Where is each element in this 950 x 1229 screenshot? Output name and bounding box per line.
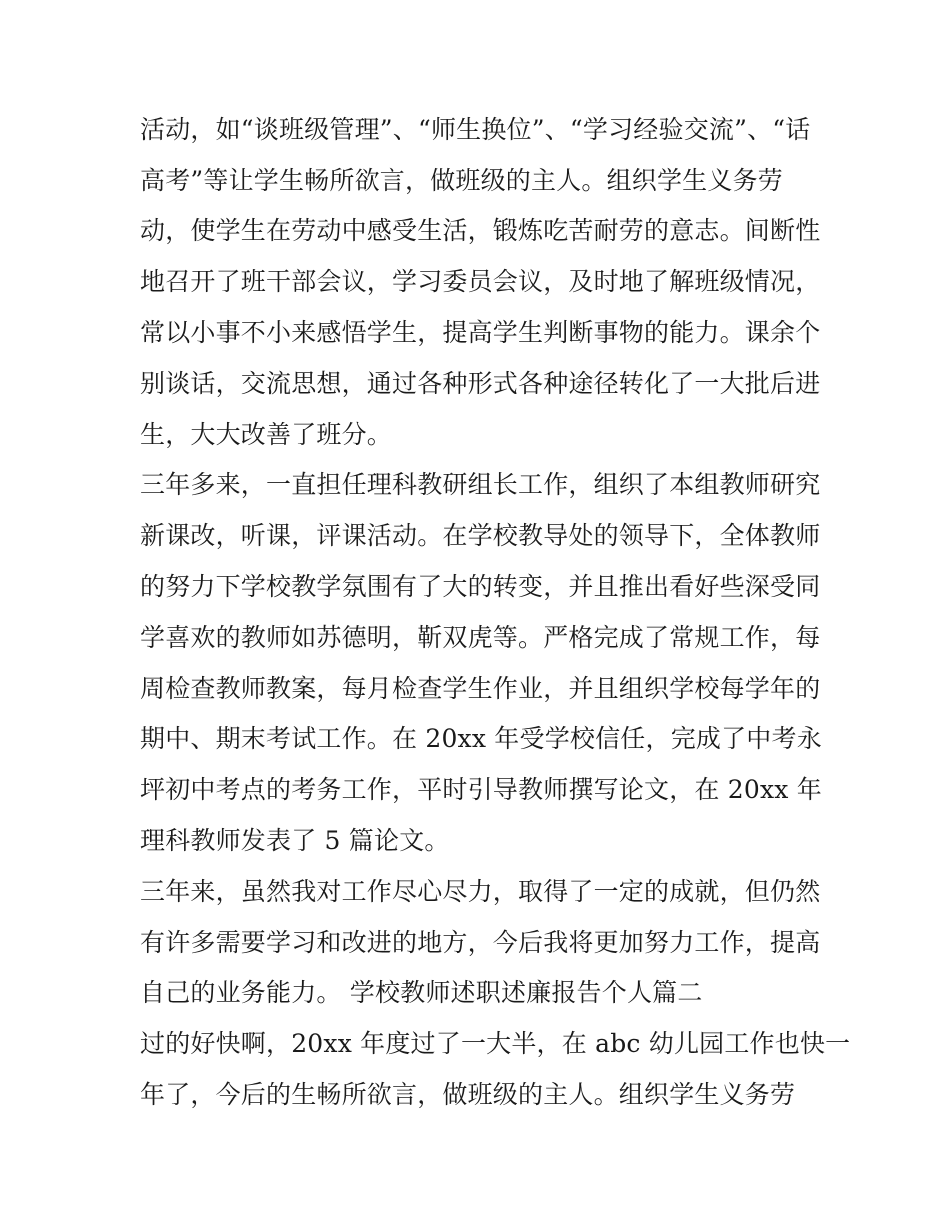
- text-line: 三年来，虽然我对工作尽心尽力，取得了一定的成就，但仍然: [140, 877, 821, 906]
- text-line: 学喜欢的教师如苏德明，靳双虎等。严格完成了常规工作，每: [140, 623, 821, 652]
- text-line: 周检查教师教案，每月检查学生作业，并且组织学校每学年的: [140, 674, 821, 703]
- text-line: 生，大大改善了班分。: [140, 420, 393, 449]
- text-line: 新课改，听课，评课活动。在学校教导处的领导下，全体教师: [140, 521, 821, 550]
- text-line: 坪初中考点的考务工作，平时引导教师撰写论文，在 20xx 年: [140, 775, 822, 804]
- text-line: 别谈话，交流思想，通过各种形式各种途径转化了一大批后进: [140, 369, 821, 398]
- text-line: 过的好快啊，20xx 年度过了一大半，在 abc 幼儿园工作也快一: [140, 1029, 851, 1058]
- text-line: 常以小事不小来感悟学生，提高学生判断事物的能力。课余个: [140, 318, 821, 347]
- text-line: 自己的业务能力。 学校教师述职述廉报告个人篇二: [140, 978, 703, 1007]
- text-line: 的努力下学校教学氛围有了大的转变，并且推出看好些深受同: [140, 572, 821, 601]
- text-line: 有许多需要学习和改进的地方，今后我将更加努力工作，提高: [140, 928, 821, 957]
- text-line: 期中、期末考试工作。在 20xx 年受学校信任，完成了中考永: [140, 724, 822, 753]
- text-line: 理科教师发表了 5 篇论文。: [140, 826, 450, 855]
- text-line: 年了，今后的生畅所欲言，做班级的主人。组织学生义务劳: [140, 1080, 796, 1109]
- text-line: 三年多来，一直担任理科教研组长工作，组织了本组教师研究: [140, 470, 821, 499]
- text-line: 活动，如“谈班级管理”、“师生换位”、“学习经验交流”、“话: [140, 115, 811, 144]
- text-line: 高考”等让学生畅所欲言，做班级的主人。组织学生义务劳: [140, 166, 783, 195]
- text-line: 动，使学生在劳动中感受生活，锻炼吃苦耐劳的意志。间断性: [140, 216, 821, 245]
- text-line: 地召开了班干部会议，学习委员会议，及时地了解班级情况，: [140, 267, 821, 296]
